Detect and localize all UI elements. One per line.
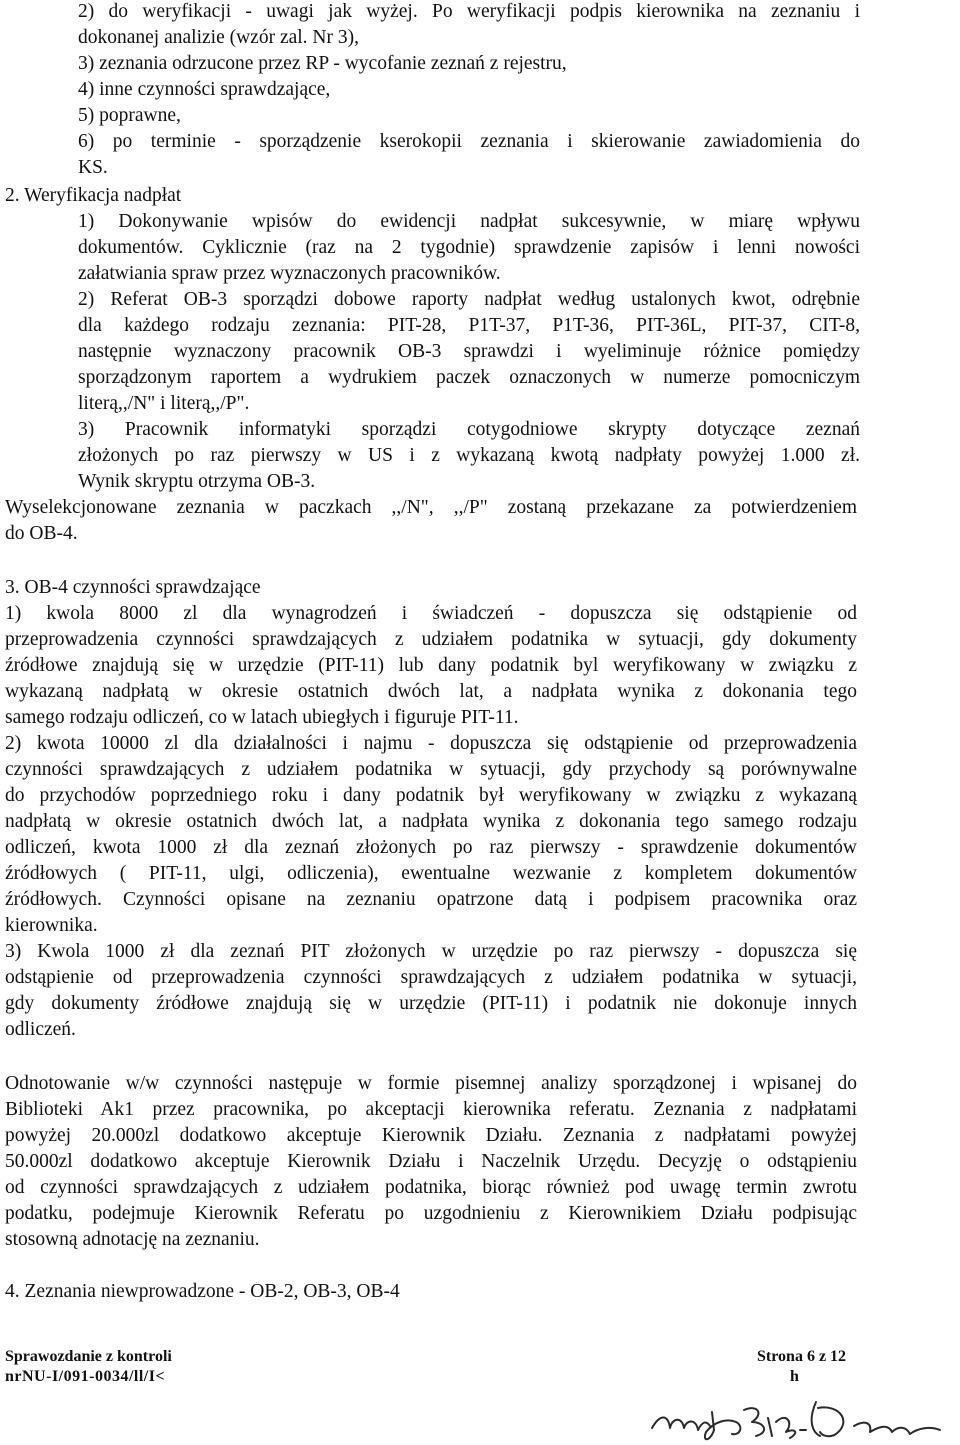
text-line: do przychodów poprzedniego roku i dany podatnik był weryfikowany w związku z wykazaną [5, 785, 857, 806]
footer-page-number: Strona 6 z 12 [757, 1348, 847, 1365]
text-line: 2) do weryfikacji - uwagi jak wyżej. Po weryfikacji podpis kierownika na zeznaniu i [78, 1, 860, 22]
text-line: złożonych po raz pierwszy w US i z wykazaną kwotą nadpłaty powyżej 1.000 zł. [78, 445, 860, 466]
text-line: 50.000zl dodatkowo akceptuje Kierownik Działu i Naczelnik Urzędu. Decyzję o odstąpieniu [5, 1151, 857, 1172]
text-line: Wyselekcjonowane zeznania w paczkach ,,/N", ,,/P" zostaną przekazane za potwierdzeniem [5, 497, 857, 518]
text-line: 2) Referat OB-3 sporządzi dobowe raporty nadpłat według ustalonych kwot, odrębnie [78, 289, 860, 310]
text-line: Odnotowanie w/w czynności następuje w formie pisemnej analizy sporządzonej i wpisanej do [5, 1073, 857, 1094]
text-line: źródłowe znajdują się w urzędzie (PIT-11) lub dany podatnik byl weryfikowany w związku z [5, 655, 857, 676]
text-line: 4) inne czynności sprawdzające, [78, 79, 331, 100]
text-line: gdy dokumenty źródłowe znajdują się w urzędzie (PIT-11) i podatnik nie dokonuje innych [5, 993, 857, 1014]
text-line: 2. Weryfikacja nadpłat [5, 185, 182, 206]
text-line: do OB-4. [5, 523, 78, 544]
text-line: 1) Dokonywanie wpisów do ewidencji nadpłat sukcesywnie, w miarę wpływu [78, 211, 860, 232]
text-line: 3. OB-4 czynności sprawdzające [5, 577, 261, 598]
text-line: kierownika. [5, 915, 98, 936]
handwritten-signature [640, 1392, 960, 1445]
text-line: podatku, podejmuje Kierownik Referatu po uzgodnieniu z Kierownikiem Działu podpisując [5, 1203, 857, 1224]
footer-mark: h [790, 1368, 799, 1385]
text-line: 2) kwota 10000 zl dla działalności i najmu - dopuszcza się odstąpienie od przeprowadzenia [5, 733, 857, 754]
text-line: wykazaną nadpłatą w okresie ostatnich dwóch lat, a nadpłata wynika z dokonania tego [5, 681, 857, 702]
text-line: dla każdego rodzaju zeznania: PIT-28, P1T-37, P1T-36, PIT-36L, PIT-37, CIT-8, [78, 315, 860, 336]
text-line: od czynności sprawdzających z udziałem podatnika, biorąc również pod uwagę termin zwrotu [5, 1177, 857, 1198]
text-line: odstąpienie od przeprowadzenia czynności sprawdzających z udziałem podatnika w sytuacji, [5, 967, 857, 988]
text-line: powyżej 20.000zl dodatkowo akceptuje Kierownik Działu. Zeznania z nadpłatami powyżej [5, 1125, 857, 1146]
text-line: odliczeń, kwota 1000 zł dla zeznań złożonych po raz pierwszy - sprawdzenie dokumentów [5, 837, 857, 858]
text-line: przeprowadzenia czynności sprawdzających z udziałem podatnika w sytuacji, gdy dokumenty [5, 629, 857, 650]
text-line: czynności sprawdzających z udziałem podatnika w sytuacji, gdy przychody są porównywalne [5, 759, 857, 780]
footer-reference: nrNU-I/091-0034/ll/I< [5, 1368, 166, 1385]
text-line: 6) po terminie - sporządzenie kserokopii zeznania i skierowanie zawiadomienia do [78, 131, 860, 152]
text-line: 3) Pracownik informatyki sporządzi cotygodniowe skrypty dotyczące zeznań [78, 419, 860, 440]
text-line: nadpłatą w okresie ostatnich dwóch lat, a nadpłata wynika z dokonania tego samego rodzaju [5, 811, 857, 832]
text-line: literą,,/N" i literą,,/P". [78, 393, 250, 414]
text-line: 3) Kwola 1000 zł dla zeznań PIT złożonych w urzędzie po raz pierwszy - dopuszcza się [5, 941, 857, 962]
footer-title: Sprawozdanie z kontroli [5, 1348, 172, 1365]
text-line: załatwiania spraw przez wyznaczonych pracowników. [78, 263, 501, 284]
text-line: 1) kwola 8000 zl dla wynagrodzeń i świadczeń - dopuszcza się odstąpienie od [5, 603, 857, 624]
text-line: stosowną adnotację na zeznaniu. [5, 1229, 260, 1250]
text-line: 3) zeznania odrzucone przez RP - wycofanie zeznań z rejestru, [78, 53, 567, 74]
text-line: dokumentów. Cyklicznie (raz na 2 tygodnie) sprawdzenie zapisów i lenni nowości [78, 237, 860, 258]
text-line: samego rodzaju odliczeń, co w latach ubiegłych i figuruje PIT-11. [5, 707, 519, 728]
text-line: odliczeń. [5, 1019, 76, 1040]
text-line: KS. [78, 157, 108, 178]
text-line: sporządzonym raportem a wydrukiem paczek oznaczonych w numerze pomocniczym [78, 367, 860, 388]
text-line: źródłowych ( PIT-11, ulgi, odliczenia), ewentualne wezwanie z kompletem dokumentów [5, 863, 857, 884]
text-line: Biblioteki Ak1 przez pracownika, po akceptacji kierownika referatu. Zeznania z nadpłatami [5, 1099, 857, 1120]
text-line: źródłowych. Czynności opisane na zeznaniu opatrzone datą i podpisem pracownika oraz [5, 889, 857, 910]
text-line: Wynik skryptu otrzyma OB-3. [78, 471, 316, 492]
text-line: następnie wyznaczony pracownik OB-3 sprawdzi i wyeliminuje różnice pomiędzy [78, 341, 860, 362]
text-line: 5) poprawne, [78, 105, 181, 126]
text-line: dokonanej analizie (wzór zal. Nr 3), [78, 27, 359, 48]
text-line: 4. Zeznania niewprowadzone - OB-2, OB-3, OB-4 [5, 1281, 400, 1302]
